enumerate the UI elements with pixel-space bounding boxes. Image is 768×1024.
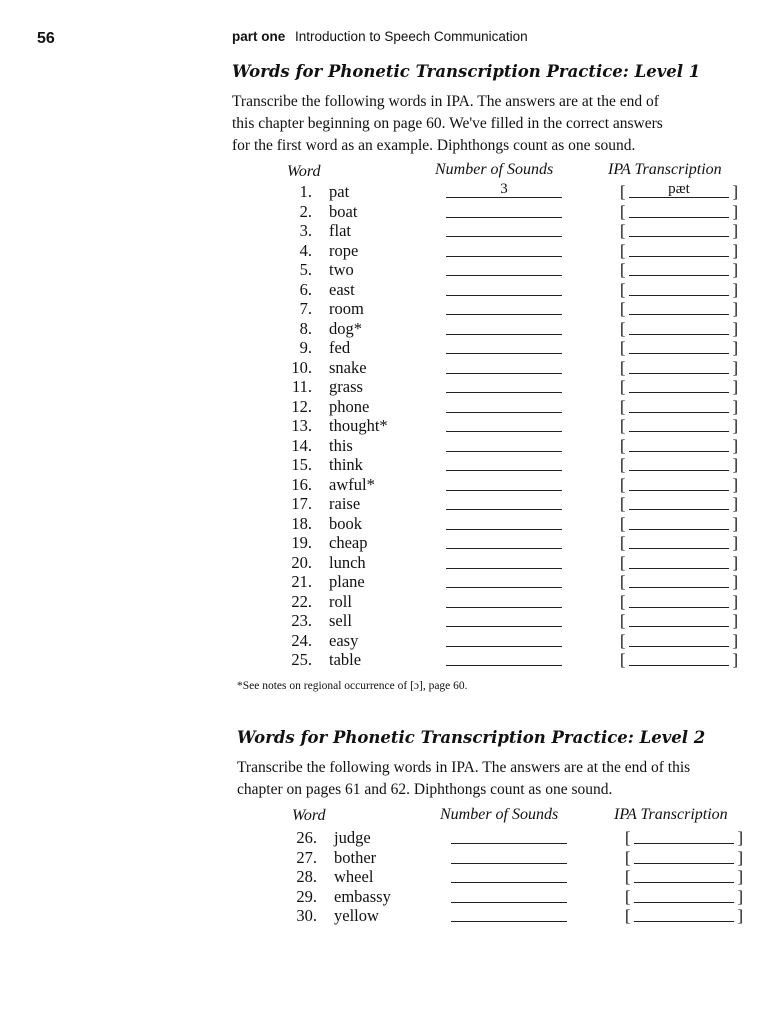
instruction-line: Transcribe the following words in IPA. The answers are at the end of [232,93,659,110]
number-of-sounds-blank[interactable] [446,416,562,432]
row-number: 26. [296,828,317,847]
word-row [0,650,768,670]
ipa-transcription-blank[interactable] [629,358,729,374]
ipa-transcription-field[interactable] [620,611,738,629]
number-of-sounds-blank[interactable] [446,299,562,315]
row-number: 2. [299,201,312,221]
ipa-transcription-field[interactable] [620,592,738,610]
level1-instructions [232,91,700,157]
level2-ipa-column-header: IPA Transcription [614,806,728,823]
close-bracket: ] [732,611,738,630]
open-bracket: [ [620,182,626,201]
word-label: fed [329,338,351,357]
open-bracket: [ [625,906,631,926]
open-bracket: [ [620,591,626,611]
ipa-transcription-field[interactable] [620,494,738,512]
instruction-line: for the first word as an example. Diphthongs count as one sound. [232,137,636,154]
row-number: 28. [296,867,317,887]
number-of-sounds-blank[interactable] [451,867,567,883]
open-bracket: [ [620,650,626,669]
number-of-sounds-blank[interactable] [446,397,562,413]
word-row [0,416,768,436]
word-row [0,280,768,300]
row-number: 18. [291,513,312,533]
close-bracket: ] [732,357,738,377]
ipa-transcription-blank[interactable] [629,475,729,491]
close-bracket: ] [732,533,738,552]
word-label: lunch [329,552,366,572]
open-bracket: [ [620,455,626,474]
word-row [0,611,768,631]
word-row [0,221,768,241]
number-of-sounds-blank[interactable] [451,828,567,844]
word-row [0,514,768,534]
row-number: 24. [291,630,312,650]
ipa-transcription-field[interactable] [625,867,743,885]
number-of-sounds-blank[interactable] [446,592,562,608]
close-bracket: ] [732,279,738,299]
number-of-sounds-blank[interactable] [446,553,562,569]
level1-ipa-column-header: IPA Transcription [608,161,722,178]
number-of-sounds-blank[interactable] [446,436,562,452]
word-row [0,475,768,495]
word-label: judge [334,828,371,847]
level1-sounds-column-header: Number of Sounds [435,161,554,178]
row-number: 19. [291,533,312,552]
ipa-transcription-field[interactable] [620,202,738,220]
row-number: 25. [291,650,312,669]
number-of-sounds-blank[interactable] [446,221,562,237]
close-bracket: ] [732,455,738,474]
open-bracket: [ [620,299,626,318]
word-row [0,241,768,261]
number-of-sounds-blank[interactable] [446,455,562,471]
word-label: pat [329,182,350,201]
ipa-transcription-blank[interactable] [629,241,729,257]
word-label: room [329,299,364,318]
ipa-transcription-field[interactable] [620,182,738,200]
row-number: 17. [291,494,312,513]
open-bracket: [ [620,630,626,650]
ipa-transcription-blank[interactable] [629,553,729,569]
word-row [0,553,768,573]
word-label: yellow [334,906,379,926]
word-row [0,533,768,553]
row-number: 15. [291,455,312,474]
word-label: east [329,279,355,299]
ipa-transcription-field[interactable] [620,221,738,239]
open-bracket: [ [620,513,626,533]
word-label: bother [334,847,377,867]
number-of-sounds-blank[interactable] [446,260,562,276]
row-number: 7. [299,299,312,318]
close-bracket: ] [737,886,743,906]
word-label: cheap [329,533,368,552]
close-bracket: ] [737,847,743,867]
close-bracket: ] [737,867,743,887]
number-of-sounds-blank[interactable] [446,631,562,647]
ipa-transcription-field[interactable] [620,338,738,356]
word-label: roll [329,591,352,611]
level1-heading-block [232,62,700,157]
ipa-transcription-field[interactable] [620,572,738,590]
word-row [0,887,768,907]
close-bracket: ] [732,299,738,318]
ipa-transcription-field[interactable] [620,416,738,434]
word-label: awful* [329,474,375,494]
open-bracket: [ [625,828,631,847]
ipa-transcription-blank[interactable] [629,455,729,471]
open-bracket: [ [620,201,626,221]
row-number: 12. [291,396,312,416]
word-row [0,299,768,319]
ipa-transcription-field[interactable] [620,319,738,337]
open-bracket: [ [620,611,626,630]
ipa-transcription-blank[interactable] [634,828,734,844]
close-bracket: ] [732,318,738,338]
row-number: 27. [296,847,317,867]
ipa-transcription-blank[interactable] [629,397,729,413]
ipa-transcription-blank[interactable] [629,319,729,335]
level1-word-column-header: Word [287,163,321,180]
close-bracket: ] [732,650,738,669]
close-bracket: ] [732,513,738,533]
row-number: 16. [291,474,312,494]
open-bracket: [ [620,572,626,591]
ipa-transcription-field[interactable] [620,377,738,395]
close-bracket: ] [732,240,738,260]
ipa-transcription-blank[interactable] [629,280,729,296]
word-row [0,572,768,592]
word-row [0,848,768,868]
word-label: grass [329,377,363,396]
close-bracket: ] [732,494,738,513]
number-of-sounds-blank[interactable] [446,377,562,393]
row-number: 8. [299,318,312,338]
instruction-line: this chapter beginning on page 60. We've filled in the correct answers [232,115,663,132]
number-of-sounds-blank[interactable] [446,572,562,588]
word-row [0,338,768,358]
ipa-transcription-field[interactable] [620,553,738,571]
number-of-sounds-blank[interactable] [446,358,562,374]
ipa-transcription-blank[interactable] [629,299,729,315]
row-number: 13. [291,416,312,435]
close-bracket: ] [732,396,738,416]
word-row [0,828,768,848]
word-row [0,455,768,475]
ipa-transcription-field[interactable] [620,631,738,649]
close-bracket: ] [737,828,743,847]
ipa-transcription-blank[interactable] [629,611,729,627]
ipa-transcription-blank[interactable] [629,202,729,218]
page-number: 56 [37,30,55,47]
open-bracket: [ [620,474,626,494]
word-label: sell [329,611,352,630]
close-bracket: ] [732,377,738,396]
word-row [0,358,768,378]
number-of-sounds-blank[interactable] [446,241,562,257]
close-bracket: ] [732,435,738,455]
close-bracket: ] [732,260,738,279]
word-label: this [329,435,353,455]
word-label: dog* [329,318,362,338]
open-bracket: [ [620,318,626,338]
ipa-transcription-blank[interactable] [629,631,729,647]
ipa-transcription-blank[interactable] [629,436,729,452]
ipa-transcription-field[interactable] [620,533,738,551]
row-number: 10. [291,357,312,377]
word-label: table [329,650,362,669]
open-bracket: [ [620,260,626,279]
row-number: 1. [299,182,312,201]
word-label: snake [329,357,367,377]
close-bracket: ] [737,906,743,926]
chapter-title: Introduction to Speech Communication [295,29,528,44]
ipa-transcription-blank[interactable] [629,592,729,608]
ipa-transcription-field[interactable] [625,828,743,846]
open-bracket: [ [625,886,631,906]
word-row [0,397,768,417]
word-label: wheel [334,867,374,887]
open-bracket: [ [620,435,626,455]
instruction-line: Transcribe the following words in IPA. The answers are at the end of this [237,759,691,776]
close-bracket: ] [732,416,738,435]
number-of-sounds-blank[interactable] [446,338,562,354]
open-bracket: [ [620,279,626,299]
open-bracket: [ [620,396,626,416]
part-label: part one [232,29,286,44]
open-bracket: [ [620,357,626,377]
word-label: phone [329,396,370,416]
ipa-transcription-field[interactable] [620,436,738,454]
word-row [0,631,768,651]
row-number: 20. [291,552,312,572]
word-label: thought* [329,416,388,435]
word-label: think [329,455,363,474]
ipa-transcription-field[interactable] [625,887,743,905]
ipa-transcription-field[interactable] [620,514,738,532]
number-of-sounds-blank[interactable] [451,906,567,922]
number-of-sounds-blank[interactable] [451,848,567,864]
number-of-sounds-blank[interactable] [446,611,562,627]
ipa-transcription-field[interactable] [620,299,738,317]
word-row [0,260,768,280]
ipa-transcription-blank[interactable] [629,494,729,510]
word-label: plane [329,572,365,591]
level2-sounds-column-header: Number of Sounds [440,806,559,823]
word-label: raise [329,494,361,513]
instruction-line: chapter on pages 61 and 62. Diphthongs count as one sound. [237,781,613,798]
open-bracket: [ [620,552,626,572]
ipa-transcription-field[interactable] [620,358,738,376]
number-of-sounds-blank[interactable] [451,887,567,903]
word-label: flat [329,221,351,240]
word-label: embassy [334,886,391,906]
ipa-transcription-field[interactable] [625,906,743,924]
open-bracket: [ [620,338,626,357]
close-bracket: ] [732,630,738,650]
ipa-transcription-field[interactable] [620,260,738,278]
word-row [0,202,768,222]
open-bracket: [ [625,847,631,867]
row-number: 21. [291,572,312,591]
ipa-transcription-field[interactable] [620,475,738,493]
ipa-transcription-blank[interactable]: pæt [629,182,729,198]
open-bracket: [ [620,494,626,513]
open-bracket: [ [620,221,626,240]
row-number: 11. [291,377,312,396]
number-of-sounds-blank[interactable] [446,319,562,335]
open-bracket: [ [620,416,626,435]
footnote: *See notes on regional occurrence of [ɔ], page 60. [237,680,468,692]
row-number: 30. [296,906,317,926]
ipa-transcription-field[interactable] [620,397,738,415]
ipa-transcription-blank[interactable] [629,338,729,354]
close-bracket: ] [732,591,738,611]
ipa-transcription-blank[interactable] [629,260,729,276]
open-bracket: [ [625,867,631,887]
number-of-sounds-blank[interactable] [446,475,562,491]
word-row [0,906,768,926]
close-bracket: ] [732,201,738,221]
ipa-transcription-blank[interactable] [634,887,734,903]
number-of-sounds-blank[interactable] [446,650,562,666]
row-number: 23. [291,611,312,630]
row-number: 5. [299,260,312,279]
row-number: 29. [296,886,317,906]
row-number: 6. [299,279,312,299]
ipa-transcription-blank[interactable] [629,650,729,666]
open-bracket: [ [620,533,626,552]
row-number: 3. [299,221,312,240]
word-label: book [329,513,362,533]
row-number: 4. [299,240,312,260]
ipa-transcription-blank[interactable] [634,867,734,883]
close-bracket: ] [732,572,738,591]
row-number: 22. [291,591,312,611]
close-bracket: ] [732,221,738,240]
number-of-sounds-blank[interactable] [446,533,562,549]
ipa-transcription-blank[interactable] [629,514,729,530]
ipa-transcription-blank[interactable] [629,572,729,588]
level2-instructions [237,757,705,801]
word-row [0,494,768,514]
open-bracket: [ [620,377,626,396]
number-of-sounds-blank[interactable]: 3 [446,182,562,198]
level2-title: Words for Phonetic Transcription Practice: Level 2 [237,728,706,747]
level2-word-column-header: Word [292,807,326,824]
word-row [0,377,768,397]
ipa-transcription-blank[interactable] [634,906,734,922]
ipa-transcription-blank[interactable] [629,377,729,393]
word-row [0,867,768,887]
number-of-sounds-blank[interactable] [446,280,562,296]
word-row [0,182,768,202]
word-label: rope [329,240,359,260]
number-of-sounds-blank[interactable] [446,202,562,218]
word-label: boat [329,201,358,221]
ipa-transcription-field[interactable] [620,650,738,668]
level2-heading-block [237,728,705,801]
word-label: easy [329,630,359,650]
row-number: 14. [291,435,312,455]
ipa-transcription-blank[interactable] [629,533,729,549]
open-bracket: [ [620,240,626,260]
ipa-transcription-blank[interactable] [629,416,729,432]
word-row [0,592,768,612]
number-of-sounds-blank[interactable] [446,494,562,510]
close-bracket: ] [732,552,738,572]
ipa-transcription-field[interactable] [620,241,738,259]
word-label: two [329,260,354,279]
row-number: 9. [299,338,312,357]
word-row [0,436,768,456]
close-bracket: ] [732,182,738,201]
close-bracket: ] [732,338,738,357]
close-bracket: ] [732,474,738,494]
number-of-sounds-blank[interactable] [446,514,562,530]
word-row [0,319,768,339]
level1-title: Words for Phonetic Transcription Practice: Level 1 [232,62,701,81]
ipa-transcription-field[interactable] [620,455,738,473]
ipa-transcription-field[interactable] [625,848,743,866]
ipa-transcription-blank[interactable] [634,848,734,864]
ipa-transcription-field[interactable] [620,280,738,298]
ipa-transcription-blank[interactable] [629,221,729,237]
running-head [232,29,528,44]
